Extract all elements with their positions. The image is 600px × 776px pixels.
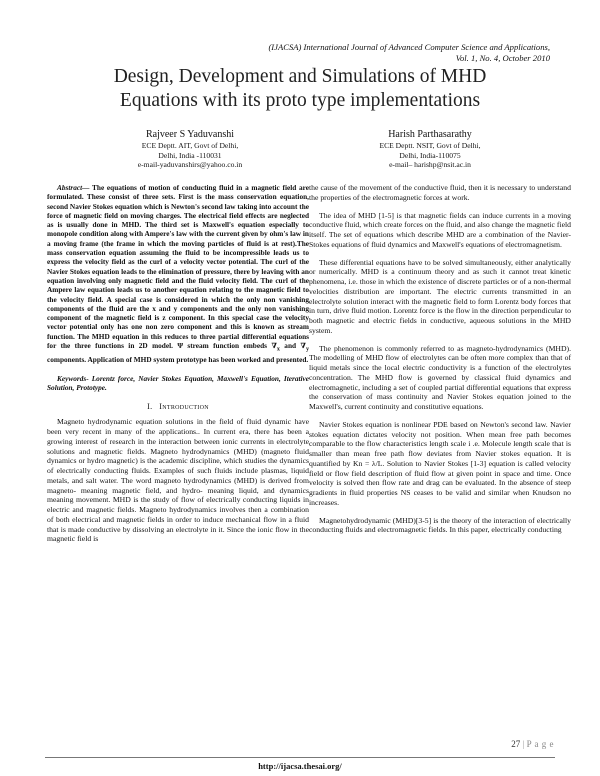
section-title: Introduction [159, 401, 209, 411]
author-city: Delhi, India-110075 [399, 150, 461, 160]
journal-volume: Vol. 1, No. 4, October 2010 [455, 53, 550, 63]
abstract-text-1: The equations of motion of conducting fluid in a magnetic field are formulated. These consist of three sets. First is the mass conservation equation, second Navier Stokes equation which is Newton's second law taking into account the force of magnetic field on moving charges. The electrical field effects are neglected as is usually done in MHD. The third set is Maxwell's equation especially to monopole condition along with Ampere's law with the current given by ohm's law in a moving frame (the frame in which the moving particles of fluid is at rest).The mass conservation equation assuming the fluid to be incompressible leads us to express the velocity field as the curl of a velocity vector potential. The curl of the Navier Stokes equation leads to the elimination of pressure, there by leaving with an equation involving only magnetic field and the fluid velocity field. The curl of the Ampere law equation leads us to another equation relating to the magnetic field to the velocity field. A special case is considered in which the only non vanishing components of the fluid are the x and y components and the only non vanishing component of the magnetic field is z component. In this special case the velocity vector potential only has one non zero component and this is known as stream function. The MHD equation in this reduces to three partial differential equations for the three functions in 2D model. Ψ stream function embeds ∇ [47, 183, 309, 351]
paragraph: The idea of MHD [1-5] is that magnetic fields can induce currents in a moving conductive fluid, which create forces on the fluid, and also change the magnetic field itself. The set of equations which describe MHD are a combination of the Navier-Stokes equations of fluid dynamics and Maxwell's equations of electromagnetism. [309, 210, 571, 249]
abstract-text-3: components. Application of MHD system prototype has been worked and presented. [47, 354, 309, 364]
title-line-1: Design, Development and Simulations of MHD [113, 66, 487, 87]
keywords-text: Lorentz force, Navier Stokes Equation, Maxwell's Equation, Iterative Solution, Prototype. [47, 374, 309, 393]
paragraph: Magneto hydrodynamic equation solutions in the field of fluid dynamic have been very recent in many of the applications.. In current era, there has been a growing interest of research in the interaction between ionic currents in electrolyte solutions and magnetic fields. Magneto hydrodynamics (MHD) (magneto fluid dynamics or hydro magnetic) is the academic discipline, which studies the dynamics of electrically conducting fluids. Examples of such fluids include plasmas, liquid metals, and salt water. The word magneto hydrodynamics (MHD) is derived from magneto- meaning magnetic field, and hydro- meaning liquid, and dynamics meaning movement. MHD is the study of flow of electrically conducting liquids in electric and magnetic fields. Magneto hydrodynamics involves then a combination of both electrical and magnetic fields in order to induce mechanical flow in a fluid that is made conductive by dissolving an electrolyte in it. Since the ionic flow in the magnetic field is [47, 417, 309, 544]
abstract-text-2: and ∇ [279, 341, 306, 351]
journal-url[interactable] [0, 761, 600, 771]
author-dept: ECE Deptt. AIT, Govt of Delhi, [141, 141, 239, 150]
author-block-1 [75, 128, 305, 170]
paragraph: Magnetohydrodynamic (MHD)[3-5] is the theory of the interaction of electrically conducting fluids and electromagnetic fields. In this paper, electrically conducting [309, 515, 571, 535]
abstract-label: Abstract— [57, 183, 90, 192]
author-email: e-mail-yaduvanshirs@yahoo.co.in [137, 160, 243, 170]
author-block-2 [315, 128, 545, 170]
page-separator: | [520, 739, 527, 749]
author-city: Delhi, India -110031 [158, 150, 222, 160]
author-name: Harish Parthasarathy [388, 129, 472, 140]
author-email: e-mail– harishp@nsit.ac.in [389, 160, 471, 170]
journal-url-text[interactable]: http://ijacsa.thesai.org/ [258, 761, 342, 771]
left-column [47, 183, 309, 544]
abstract-sub-x: x [276, 346, 280, 353]
journal-header [190, 42, 550, 64]
author-dept: ECE Deptt. NSIT, Govt of Delhi, [379, 141, 481, 150]
page-label: P a g e [526, 739, 554, 749]
keywords [47, 374, 309, 393]
paper-title [40, 65, 560, 113]
abstract [47, 183, 309, 364]
abstract-sub-y: y [305, 346, 309, 353]
right-column [309, 183, 571, 535]
section-number: I. [147, 401, 153, 411]
footer-divider [45, 757, 555, 758]
page-number [511, 739, 554, 749]
page-number-value: 27 [511, 739, 521, 749]
paragraph: These differential equations have to be solved simultaneously, either analytically or numerically. MHD is a continuum theory and as such it cannot treat kinetic phenomena, i.e. those in which the existence of discrete particles or of a non-thermal velocities distribution are important. The electric currents transmitted in an electrolyte solution interact with the magnetic field to form Lorentz body forces that in turn, drive fluid motion. Lorentz force is the flow in the direction perpendicular to both magnetic and electric fields in conductive, aqueous solutions in the MHD system. [309, 257, 571, 335]
paragraph: the cause of the movement of the conductive fluid, then it is necessary to understand the properties of the electromagnetic forces at work. [309, 183, 571, 202]
title-line-2: Equations with its proto type implementations [119, 90, 481, 111]
paragraph: Navier Stokes equation is nonlinear PDE based on Newton's second law. Navier stokes equation dictates velocity not position. When mean free path becomes comparable to the flow characteristics length scale i .e. Molecule length scale that is smaller than mean free path flow deviates from Navier stokes equation. It is quantified by Kn = λ/L. Solution to Navier Stokes [1-3] equation is called velocity field or flow field description of fluid flow at given point in space and time. Once velocity is solved then flow rate and drag can be evaluated. In the absence of steep gradients in fluid properties NS ceases to be valid and similar when Knudson no increases. [309, 419, 571, 507]
section-heading [47, 402, 309, 412]
author-name: Rajveer S Yaduvanshi [145, 129, 235, 140]
journal-name: (IJACSA) International Journal of Advanced Computer Science and Applications, [268, 42, 550, 52]
keywords-label: Keywords- [57, 374, 89, 384]
paragraph: The phenomenon is commonly referred to as magneto-hydrodynamics (MHD). The modelling of MHD flow of electrolytes can be often more complex than that of liquid metals since the local electric conductivity is a function of the electrolytes concentration. The MHD flow is governed by classical fluid dynamics and electromagnetic, including a set of coupled partial differential equations that express the conservation of mass continuity and Navier Stokes equation joined to the Maxwell's, current continuity and constitutive equations. [309, 343, 571, 411]
